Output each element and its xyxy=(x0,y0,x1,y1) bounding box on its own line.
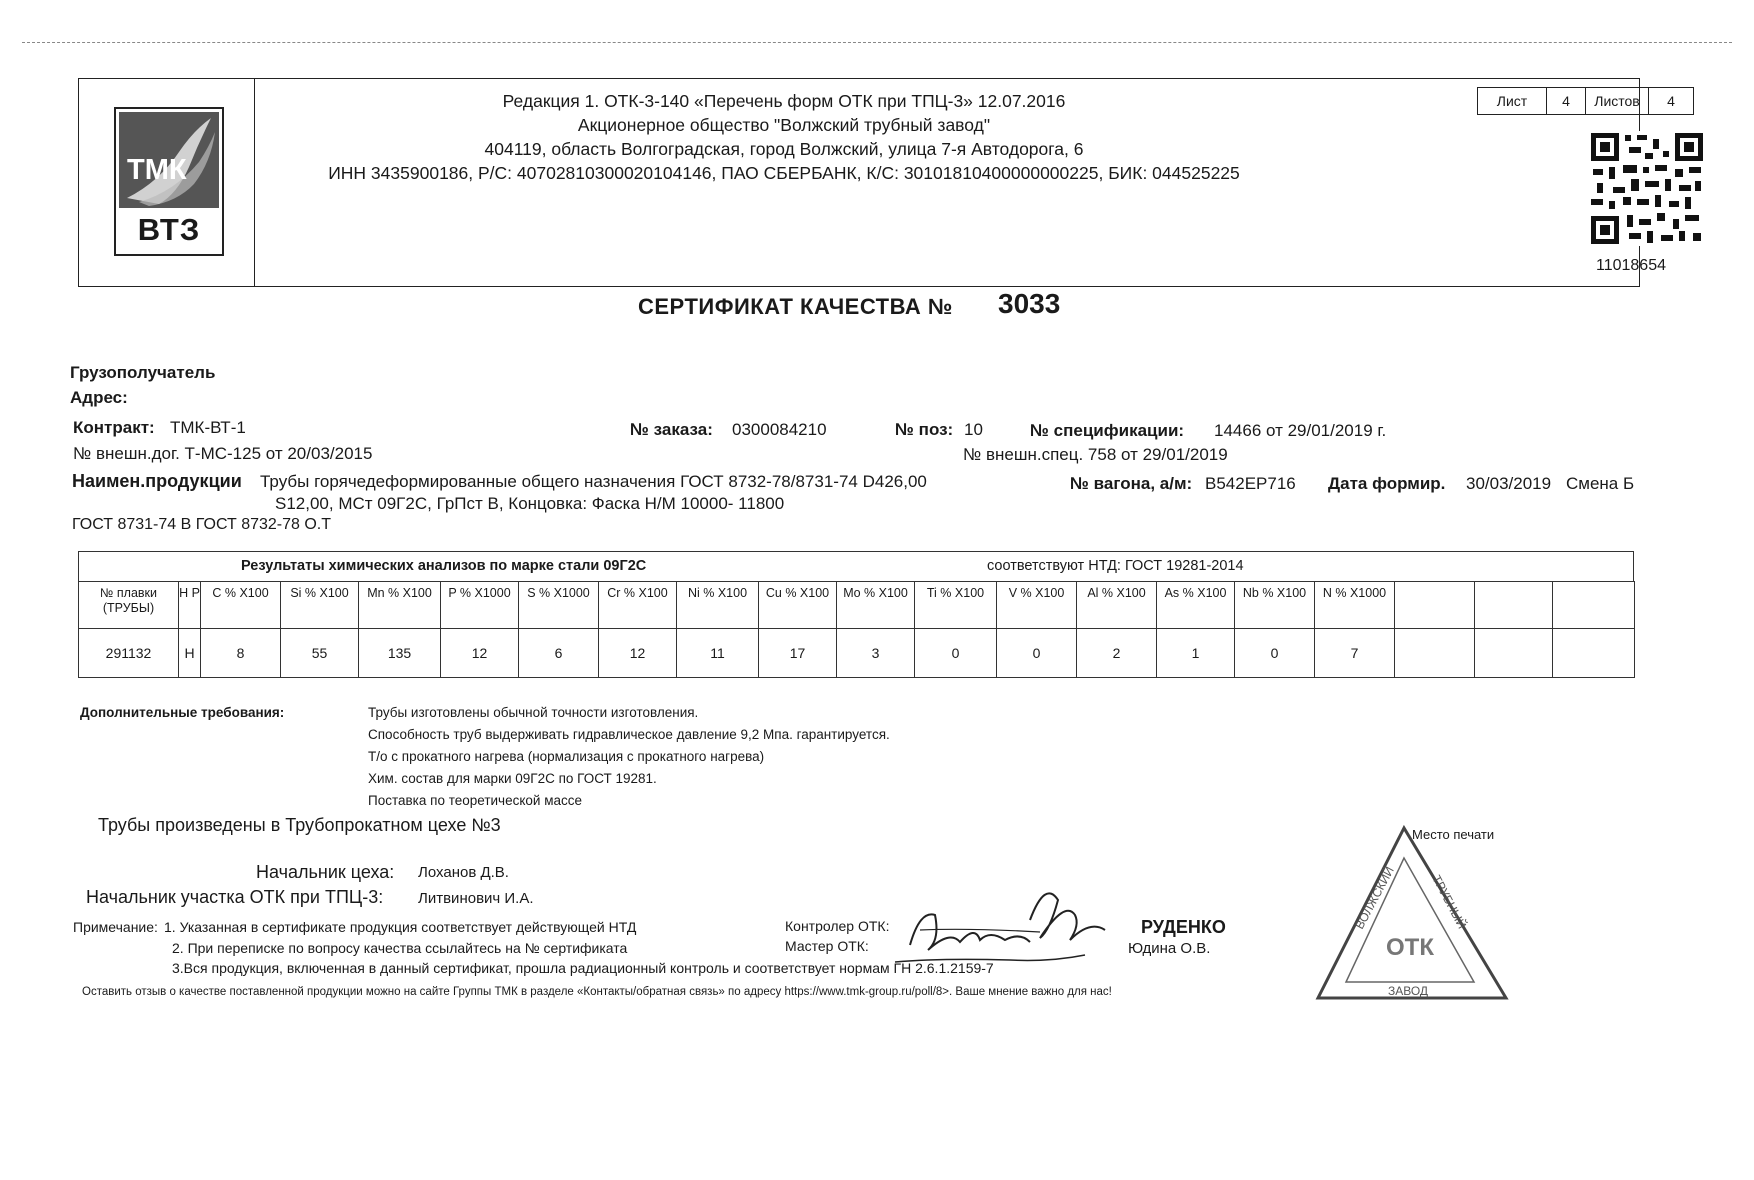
logo-cell xyxy=(79,79,255,286)
edition-line: Редакция 1. ОТК-3-140 «Перечень форм ОТК при ТПЦ-3» 12.07.2016 xyxy=(502,91,1066,111)
otk-head-label: Начальник участка ОТК при ТПЦ-3: xyxy=(86,887,384,907)
order-value: 0300084210 xyxy=(732,420,827,439)
header-cell: Cr % X100 xyxy=(599,582,677,629)
header-cell: Н Р xyxy=(179,582,201,629)
contract-label: Контракт: xyxy=(73,418,155,437)
header-cell: Cu % X100 xyxy=(759,582,837,629)
header-cell: P % X1000 xyxy=(441,582,519,629)
value-cell: 12 xyxy=(441,629,519,678)
value-cell: 8 xyxy=(201,629,281,678)
value-cell: 17 xyxy=(759,629,837,678)
consignee-label: Грузополучатель xyxy=(70,363,216,382)
product-line-1: Трубы горячедеформированные общего назначения ГОСТ 8732-78/8731-74 D426,00 xyxy=(260,472,927,491)
requirement-line: Хим. состав для марки 09Г2С по ГОСТ 19281. xyxy=(368,771,657,786)
value-cell: 135 xyxy=(359,629,441,678)
value-cell: 7 xyxy=(1315,629,1395,678)
company-logo xyxy=(114,107,224,256)
production-statement: Трубы произведены в Трубопрокатном цехе №3 xyxy=(98,815,501,835)
value-cell: 11 xyxy=(677,629,759,678)
stamp-place-label: Место печати xyxy=(1412,827,1495,842)
value-cell: 3 xyxy=(837,629,915,678)
date-label: Дата формир. xyxy=(1328,474,1446,493)
note-line: 2. При переписке по вопросу качества ссылайтесь на № сертификата xyxy=(172,940,628,956)
header-cell: Al % X100 xyxy=(1077,582,1157,629)
qr-number: 11018654 xyxy=(1596,257,1666,274)
note-line: 1. Указанная в сертификате продукция соответствует действующей НТД xyxy=(164,919,637,935)
order-label: № заказа: xyxy=(630,420,713,439)
logo-tmk-mark xyxy=(119,112,219,208)
product-label: Наимен.продукции xyxy=(72,471,242,491)
header-cell: Si % X100 xyxy=(281,582,359,629)
value-cell: 6 xyxy=(519,629,599,678)
sheet-counter xyxy=(1477,87,1694,115)
sheet-value: 4 xyxy=(1547,88,1586,114)
requirement-line: Поставка по теоретической массе xyxy=(368,793,582,808)
position-label: № поз: xyxy=(895,420,954,439)
requirement-line: Т/о с прокатного нагрева (нормализация с прокатного нагрева) xyxy=(368,749,765,764)
scan-top-line xyxy=(22,42,1732,43)
company-name: Акционерное общество "Волжский трубный завод" xyxy=(577,115,991,135)
controller-name: РУДЕНКО xyxy=(1141,917,1226,937)
header-cell xyxy=(1475,582,1553,629)
stamp-text-center: ОТК xyxy=(1386,934,1434,961)
header-cell: V % X100 xyxy=(997,582,1077,629)
handwritten-signatures xyxy=(880,870,1120,970)
certificate-number: 3033 xyxy=(998,288,1061,319)
certificate-title: СЕРТИФИКАТ КАЧЕСТВА № xyxy=(638,294,953,319)
value-cell: 0 xyxy=(915,629,997,678)
value-cell xyxy=(1553,629,1635,678)
value-cell: 0 xyxy=(997,629,1077,678)
chemistry-header xyxy=(78,551,1634,582)
otk-head-name: Литвинович И.А. xyxy=(418,890,534,907)
value-cell xyxy=(1475,629,1553,678)
position-value: 10 xyxy=(964,420,983,439)
contract-value: ТМК-ВТ-1 xyxy=(170,418,246,437)
external-spec: № внешн.спец. 758 от 29/01/2019 xyxy=(963,445,1228,464)
stamp-text-right: ТРУБНЫЙ xyxy=(1429,872,1470,932)
wagon-label: № вагона, а/м: xyxy=(1070,474,1193,493)
otk-stamp xyxy=(1310,820,1510,1010)
wagon-value: В542ЕР716 xyxy=(1205,474,1296,493)
value-cell: Н xyxy=(179,629,201,678)
sheet-label: Лист xyxy=(1478,88,1547,114)
value-cell: 2 xyxy=(1077,629,1157,678)
controller-label: Контролер ОТК: xyxy=(785,918,890,934)
shop-head-name: Лоханов Д.В. xyxy=(418,864,509,881)
header-cell: № плавки (ТРУБЫ) xyxy=(79,582,179,629)
date-value: 30/03/2019 xyxy=(1466,474,1552,493)
value-cell: 291132 xyxy=(79,629,179,678)
value-cell: 12 xyxy=(599,629,677,678)
document-header xyxy=(78,78,1675,287)
header-cell: Ni % X100 xyxy=(677,582,759,629)
header-cell: Ti % X100 xyxy=(915,582,997,629)
note-line: 3.Вся продукция, включенная в данный сертификат, прошла радиационный контроль и соответствует нормам ГН 2.6.1.2159-7 xyxy=(172,960,994,976)
stamp-text-bottom: ЗАВОД xyxy=(1388,984,1429,998)
external-contract: № внешн.дог. Т-МС-125 от 20/03/2015 xyxy=(73,444,373,463)
master-label: Мастер ОТК: xyxy=(785,938,869,954)
value-cell: 0 xyxy=(1235,629,1315,678)
notes-label: Примечание: xyxy=(73,919,158,935)
master-name: Юдина О.В. xyxy=(1128,940,1211,957)
header-cell: As % X100 xyxy=(1157,582,1235,629)
company-requisites: ИНН 3435900186, Р/С: 40702810300020104146, ПАО СБЕРБАНК, К/С: 30101810400000000225, БИК: 044525225 xyxy=(328,163,1240,183)
shift-value: Смена Б xyxy=(1566,474,1635,493)
chemistry-title: Результаты химических анализов по марке стали 09Г2С xyxy=(241,558,647,574)
product-line-2: S12,00, МСт 09Г2С, ГрПст В, Концовка: Фаска Н/М 10000- 11800 xyxy=(275,494,785,513)
chemistry-table xyxy=(78,581,1635,678)
header-cell xyxy=(1553,582,1635,629)
chemistry-value-row xyxy=(79,629,1635,678)
header-cell: Mn % X100 xyxy=(359,582,441,629)
sheets-label: Листов xyxy=(1586,88,1649,114)
address-label: Адрес: xyxy=(70,388,128,407)
requirement-line: Способность труб выдерживать гидравлическое давление 9,2 Мпа. гарантируется. xyxy=(368,727,890,742)
sheets-value: 4 xyxy=(1667,93,1675,109)
header-cell: S % X1000 xyxy=(519,582,599,629)
qr-code-icon xyxy=(1589,131,1705,246)
header-cell xyxy=(1395,582,1475,629)
header-cell: N % X1000 xyxy=(1315,582,1395,629)
value-cell: 55 xyxy=(281,629,359,678)
chemistry-header-row xyxy=(79,582,1635,629)
spec-value: 14466 от 29/01/2019 г. xyxy=(1214,421,1387,440)
spec-label: № спецификации: xyxy=(1030,421,1185,440)
requirement-line: Трубы изготовлены обычной точности изготовления. xyxy=(368,705,699,720)
shop-head-label: Начальник цеха: xyxy=(256,862,395,882)
header-cell: C % X100 xyxy=(201,582,281,629)
logo-bottom-text: ВТЗ xyxy=(137,212,201,247)
company-address: 404119, область Волгоградская, город Волжский, улица 7-я Автодорога, 6 xyxy=(484,139,1084,159)
header-cell: Mo % X100 xyxy=(837,582,915,629)
value-cell xyxy=(1395,629,1475,678)
requirements-label: Дополнительные требования: xyxy=(80,705,285,720)
header-cell: Nb % X100 xyxy=(1235,582,1315,629)
stamp-text-left: ВОЛЖСКИЙ xyxy=(1352,864,1397,932)
feedback-note: Оставить отзыв о качестве поставленной продукции можно на сайте Группы ТМК в разделе «Контакты/обратная связь» по адресу https://www.tmk-group.ru/poll/8>. Ваше мнение важно для нас! xyxy=(82,986,1112,998)
chemistry-conformity: соответствуют НТД: ГОСТ 19281-2014 xyxy=(987,558,1244,574)
value-cell: 1 xyxy=(1157,629,1235,678)
logo-top-text: ТМК xyxy=(127,154,187,186)
product-line-3: ГОСТ 8731-74 В ГОСТ 8732-78 О.Т xyxy=(72,516,332,533)
